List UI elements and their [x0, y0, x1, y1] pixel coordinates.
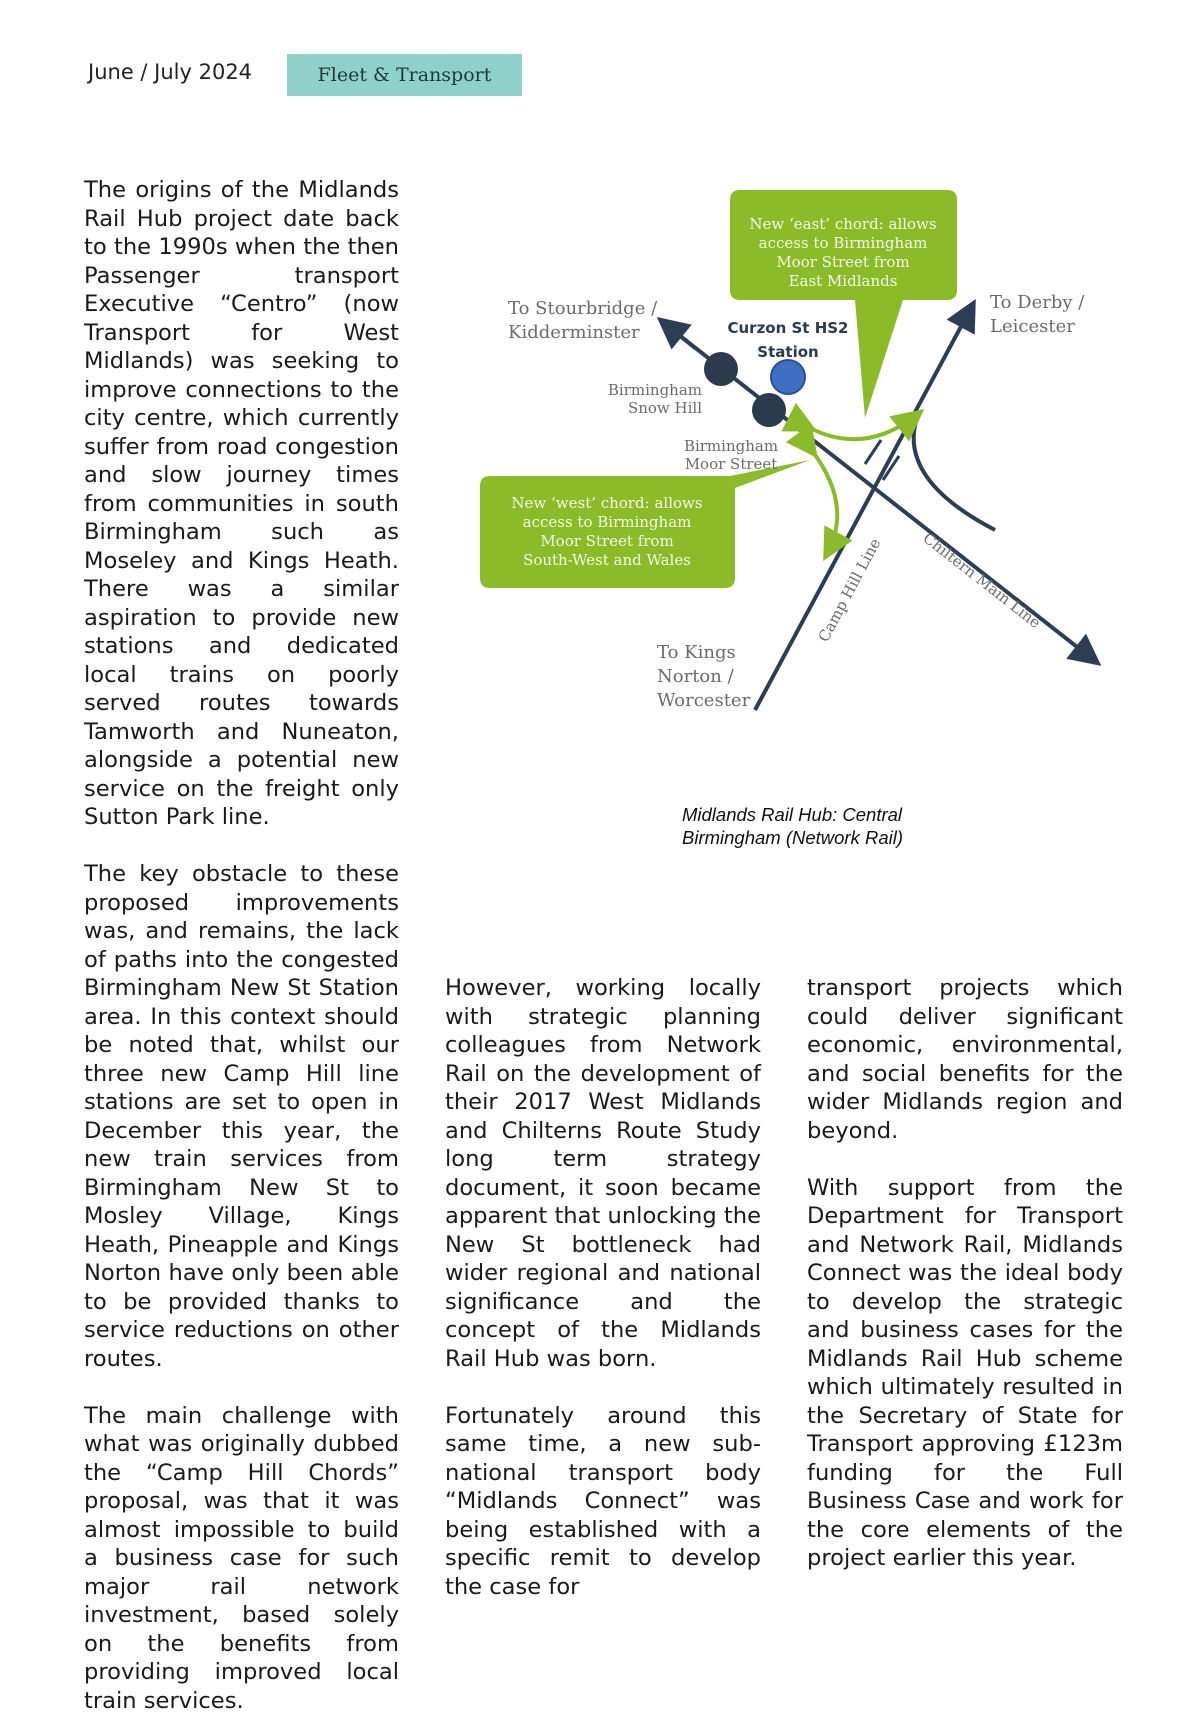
west-callout-line: Moor Street from	[540, 532, 673, 550]
west-callout-line: South-West and Wales	[523, 551, 691, 569]
stourbridge-arrow	[663, 322, 695, 348]
junction-tick	[865, 440, 881, 464]
stourbridge-label: To Stourbridge /	[508, 298, 658, 319]
paragraph: The origins of the Midlands Rail Hub project date back to the 1990s when the then Passenger transport Executive “Centro” (now Transport for West Midlands) was seeking to improve connections to the city centre, which currently suffer from road congestion and slow journey times from communities in south Birmingham such as Moseley and Kings Heath. There was a similar aspiration to provide new stations and dedicated local trains on poorly served routes towards Tamworth and Nuneaton, alongside a potential new service on the freight only Sutton Park line.	[84, 176, 399, 832]
figure-caption	[682, 803, 962, 849]
kings-norton-label: Norton /	[657, 666, 735, 687]
west-chord-arrow	[813, 452, 837, 554]
chiltern-main-line-label: Chiltern Main Line	[920, 529, 1045, 632]
derby-label: To Derby /	[990, 292, 1085, 313]
kings-norton-label: Worcester	[657, 690, 751, 711]
west-chord-callout	[480, 460, 810, 588]
east-callout-line: Moor Street from	[776, 253, 909, 271]
derby-label: Leicester	[990, 316, 1075, 337]
west-callout-line: New ‘west’ chord: allows	[511, 494, 702, 512]
snow-hill-station-marker	[704, 352, 738, 386]
section-tag: Fleet & Transport	[287, 54, 522, 96]
curzon-station-marker	[771, 360, 805, 394]
paragraph: With support from the Department for Transport and Network Rail, Midlands Connect was the ideal body to develop the strategic and business cases for the Midlands Rail Hub scheme which ultimately resulted in the Secretary of State for Transport approving £123m funding for the Full Business Case and work for the core elements of the project earlier this year.	[807, 1174, 1123, 1573]
article-column-1	[84, 176, 399, 1715]
curzon-label: Curzon St HS2	[727, 319, 848, 337]
camp-hill-line-label: Camp Hill Line	[815, 535, 885, 645]
east-callout-line: New ‘east’ chord: allows	[749, 215, 936, 233]
curzon-label: Station	[757, 343, 818, 361]
article-column-2	[445, 974, 761, 1601]
moor-street-label: Moor Street	[685, 455, 778, 473]
kings-norton-label: To Kings	[657, 642, 736, 663]
moor-street-label: Birmingham	[684, 437, 778, 455]
paragraph: The main challenge with what was originally dubbed the “Camp Hill Chords” proposal, was that it was almost impossible to build a business case for such major rail network investment, based solely on the benefits from providing improved local train services.	[84, 1402, 399, 1715]
snow-hill-label: Birmingham	[608, 381, 702, 399]
west-callout-line: access to Birmingham	[523, 513, 692, 531]
caption-line: Birmingham (Network Rail)	[682, 826, 962, 849]
east-callout-line: access to Birmingham	[759, 234, 928, 252]
paragraph: However, working locally with strategic planning colleagues from Network Rail on the development of their 2017 West Midlands and Chilterns Route Study long term strategy document, it soon became apparent that unlocking the New St bottleneck had wider regional and national significance and the concept of the Midlands Rail Hub was born.	[445, 974, 761, 1373]
paragraph: transport projects which could deliver significant economic, environmental, and social benefits for the wider Midlands region and beyond.	[807, 974, 1123, 1145]
article-column-3	[807, 974, 1123, 1573]
issue-date: June / July 2024	[88, 60, 252, 84]
paragraph: Fortunately around this same time, a new sub-national transport body “Midlands Connect” was being established with a specific remit to develop the case for	[445, 1402, 761, 1602]
east-callout-line: East Midlands	[789, 272, 898, 290]
rail-hub-map	[455, 188, 1105, 718]
snow-hill-label: Snow Hill	[628, 399, 702, 417]
chord-curve	[914, 415, 995, 530]
paragraph: The key obstacle to these proposed improvements was, and remains, the lack of paths into the congested Birmingham New St Station area. In this context should be noted that, whilst our three new Camp Hill line stations are set to open in December this year, the new train services from Birmingham New St to Mosley Village, Kings Heath, Pineapple and Kings Norton have only been able to be provided thanks to service reductions on other routes.	[84, 860, 399, 1373]
stourbridge-label: Kidderminster	[508, 322, 640, 343]
east-chord-callout	[730, 190, 957, 418]
caption-line: Midlands Rail Hub: Central	[682, 803, 962, 826]
moor-street-station-marker	[752, 393, 786, 427]
